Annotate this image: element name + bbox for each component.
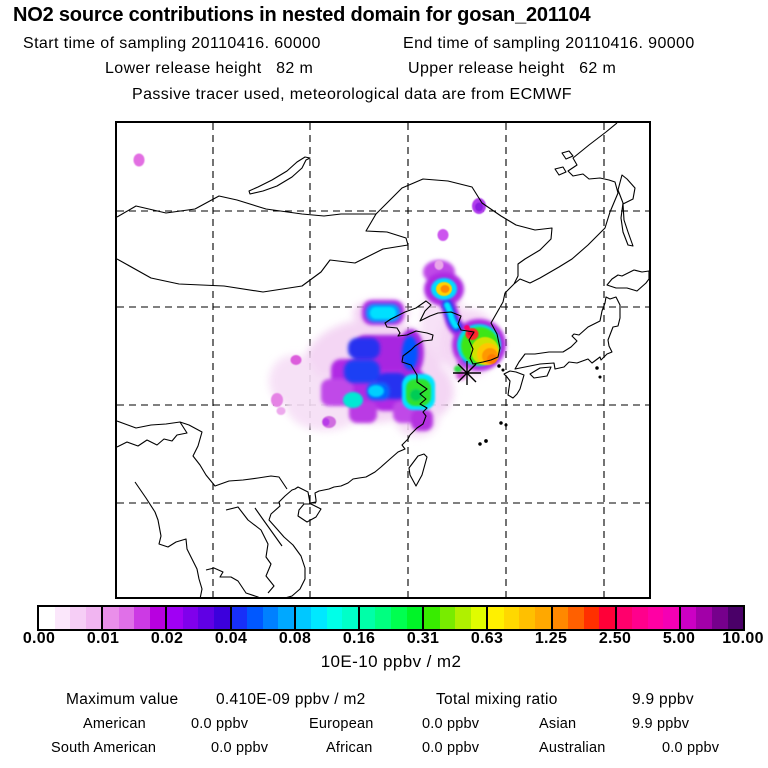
colorbar-cell bbox=[327, 607, 343, 629]
colorbar-cell bbox=[103, 607, 119, 629]
colorbar-cell bbox=[424, 607, 440, 629]
colorbar-tick-label: 0.01 bbox=[86, 630, 120, 647]
asian-value: 9.9 ppbv bbox=[632, 716, 690, 732]
colorbar-cell bbox=[712, 607, 728, 629]
colorbar-labels bbox=[0, 630, 768, 648]
lower-release-text: Lower release height 82 m bbox=[105, 60, 314, 77]
colorbar-cell bbox=[263, 607, 279, 629]
max-value-value: 0.410E-09 ppbv / m2 bbox=[216, 691, 366, 708]
colorbar-cell bbox=[134, 607, 150, 629]
colorbar-tick-label: 0.00 bbox=[22, 630, 56, 647]
american-label: American bbox=[83, 716, 146, 732]
colorbar-cell bbox=[455, 607, 471, 629]
colorbar-tick-label: 1.25 bbox=[534, 630, 568, 647]
colorbar-tick-label: 10.00 bbox=[722, 630, 764, 647]
tracer-info-text: Passive tracer used, meteorological data are from ECMWF bbox=[132, 86, 572, 103]
colorbar-tick-label: 0.16 bbox=[342, 630, 376, 647]
colorbar-cell bbox=[86, 607, 102, 629]
colorbar-segment bbox=[296, 607, 360, 629]
colorbar-cell bbox=[632, 607, 648, 629]
colorbar-cell bbox=[311, 607, 327, 629]
page-title: NO2 source contributions in nested domain for gosan_201104 bbox=[13, 4, 591, 26]
colorbar-tick-label: 0.04 bbox=[214, 630, 248, 647]
colorbar-cell bbox=[663, 607, 679, 629]
colorbar-tick-label: 2.50 bbox=[598, 630, 632, 647]
american-value: 0.0 ppbv bbox=[191, 716, 249, 732]
colorbar-cell bbox=[440, 607, 456, 629]
colorbar-cell bbox=[696, 607, 712, 629]
colorbar-cell bbox=[407, 607, 423, 629]
colorbar-tick-label: 0.31 bbox=[406, 630, 440, 647]
colorbar-tick-label: 0.63 bbox=[470, 630, 504, 647]
colorbar-cell bbox=[278, 607, 294, 629]
colorbar-segment bbox=[553, 607, 617, 629]
colorbar-segment bbox=[617, 607, 681, 629]
colorbar-cell bbox=[599, 607, 615, 629]
african-value: 0.0 ppbv bbox=[422, 740, 480, 756]
european-label: European bbox=[309, 716, 374, 732]
colorbar-segment bbox=[103, 607, 167, 629]
plume-layer bbox=[134, 154, 507, 438]
colorbar-segment bbox=[360, 607, 424, 629]
colorbar-segment bbox=[424, 607, 488, 629]
south-american-value: 0.0 ppbv bbox=[211, 740, 269, 756]
colorbar-unit: 10E-10 ppbv / m2 bbox=[320, 652, 462, 671]
colorbar-cell bbox=[119, 607, 135, 629]
colorbar-cell bbox=[247, 607, 263, 629]
colorbar-segment bbox=[39, 607, 103, 629]
colorbar-segment bbox=[681, 607, 743, 629]
colorbar-segment bbox=[488, 607, 552, 629]
colorbar-tick-label: 0.02 bbox=[150, 630, 184, 647]
colorbar-cell bbox=[55, 607, 71, 629]
colorbar-cell bbox=[504, 607, 520, 629]
colorbar-cell bbox=[296, 607, 312, 629]
colorbar-cell bbox=[198, 607, 214, 629]
colorbar-cell bbox=[360, 607, 376, 629]
end-time-text: End time of sampling 20110416. 90000 bbox=[403, 35, 695, 52]
colorbar-cell bbox=[39, 607, 55, 629]
european-value: 0.0 ppbv bbox=[422, 716, 480, 732]
colorbar-cell bbox=[342, 607, 358, 629]
colorbar-cell bbox=[519, 607, 535, 629]
colorbar-cell bbox=[488, 607, 504, 629]
colorbar-cell bbox=[535, 607, 551, 629]
upper-release-text: Upper release height 62 m bbox=[408, 60, 617, 77]
australian-value: 0.0 ppbv bbox=[662, 740, 720, 756]
colorbar-cell bbox=[681, 607, 697, 629]
colorbar-cell bbox=[183, 607, 199, 629]
colorbar-tick-label: 5.00 bbox=[662, 630, 696, 647]
colorbar-cell bbox=[728, 607, 744, 629]
colorbar-cell bbox=[553, 607, 569, 629]
colorbar-cell bbox=[375, 607, 391, 629]
colorbar-cell bbox=[391, 607, 407, 629]
colorbar-cell bbox=[471, 607, 487, 629]
colorbar-cell bbox=[232, 607, 248, 629]
colorbar-cell bbox=[584, 607, 600, 629]
african-label: African bbox=[326, 740, 373, 756]
colorbar-cell bbox=[617, 607, 633, 629]
colorbar-cell bbox=[150, 607, 166, 629]
total-ratio-label: Total mixing ratio bbox=[436, 691, 558, 708]
colorbar-cell bbox=[70, 607, 86, 629]
colorbar-cell bbox=[214, 607, 230, 629]
colorbar-cell bbox=[568, 607, 584, 629]
asian-label: Asian bbox=[539, 716, 577, 732]
colorbar-tick-label: 0.08 bbox=[278, 630, 312, 647]
colorbar-cell bbox=[648, 607, 664, 629]
colorbar-bar bbox=[37, 605, 745, 631]
colorbar-cell bbox=[167, 607, 183, 629]
start-time-text: Start time of sampling 20110416. 60000 bbox=[23, 35, 321, 52]
south-american-label: South American bbox=[51, 740, 157, 756]
colorbar-segment bbox=[232, 607, 296, 629]
map-figure bbox=[117, 123, 649, 597]
colorbar-segment bbox=[167, 607, 231, 629]
total-ratio-value: 9.9 ppbv bbox=[632, 691, 694, 708]
australian-label: Australian bbox=[539, 740, 606, 756]
max-value-label: Maximum value bbox=[66, 691, 179, 708]
map-panel bbox=[115, 121, 651, 599]
